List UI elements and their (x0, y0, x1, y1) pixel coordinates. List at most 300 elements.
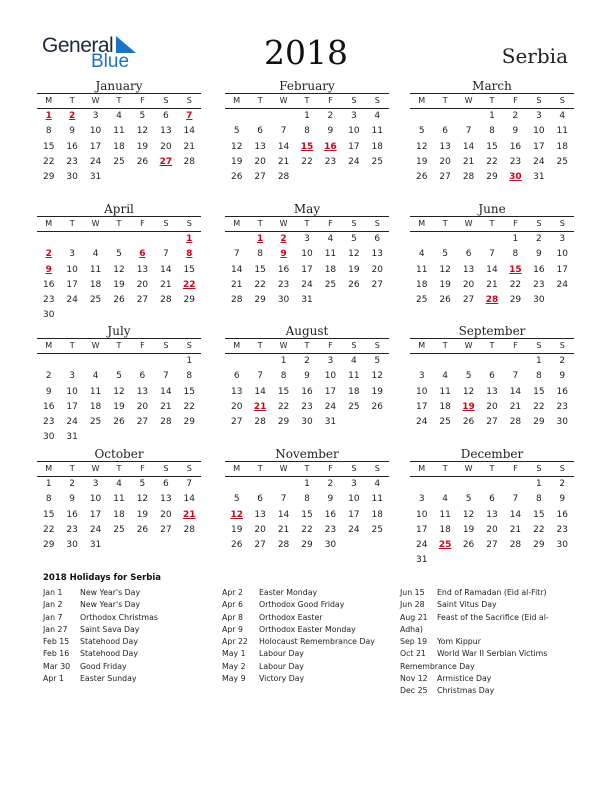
holiday-date-label: Feb 15 (43, 637, 70, 647)
day-cell: 5 (442, 249, 448, 260)
day-cell: 7 (186, 479, 193, 489)
weekday-label: T (442, 464, 448, 473)
holiday-item (222, 661, 392, 673)
day-cell: 10 (89, 494, 102, 505)
day-cell: 14 (509, 386, 522, 397)
weekday-label: M (45, 219, 53, 228)
day-cell: 1 (45, 479, 52, 489)
day-cell: 13 (160, 126, 172, 137)
day-cell: 10 (348, 494, 360, 505)
day-cell: 26 (462, 540, 475, 551)
weekday-label: F (328, 341, 333, 350)
holiday-item (222, 612, 392, 624)
day-cell: 26 (348, 279, 360, 290)
day-cell: 7 (280, 494, 287, 505)
day-cell: 31 (89, 540, 102, 551)
day-cell: 2 (45, 371, 52, 382)
empty-cell (131, 232, 154, 247)
day-cell: 10 (415, 509, 428, 520)
holiday-column (222, 587, 392, 685)
holiday-date: 16 (324, 141, 337, 152)
empty-cell (225, 232, 248, 247)
day-cell: 22 (301, 156, 313, 167)
day-cell: 16 (42, 279, 55, 290)
day-cell: 31 (89, 172, 102, 183)
day-cell: 24 (415, 540, 428, 551)
month-may (225, 202, 389, 308)
day-cell: 21 (462, 156, 475, 167)
day-cell: 3 (559, 234, 566, 244)
day-cell: 8 (186, 371, 193, 382)
weekday-label: S (163, 96, 169, 105)
day-grid (410, 232, 574, 308)
holiday-date: 22 (183, 279, 196, 290)
weekday-header (225, 338, 389, 354)
day-cell: 5 (374, 356, 381, 366)
weekday-label: F (513, 96, 518, 105)
day-cell: 1 (304, 479, 310, 489)
day-cell: 24 (66, 295, 78, 306)
day-cell: 14 (160, 386, 172, 397)
holiday-item (222, 599, 392, 611)
day-cell: 6 (442, 126, 448, 137)
empty-cell (272, 109, 295, 124)
day-grid (37, 477, 201, 553)
holiday-item (222, 587, 392, 599)
weekday-label: S (351, 464, 357, 473)
day-cell: 29 (42, 540, 55, 551)
holiday-item (400, 685, 570, 697)
day-cell: 19 (462, 524, 475, 535)
day-cell: 26 (113, 417, 125, 428)
day-cell: 25 (371, 156, 383, 167)
day-cell: 14 (183, 494, 195, 505)
day-cell: 27 (462, 295, 475, 306)
weekday-label: W (91, 96, 100, 105)
day-cell: 24 (324, 401, 337, 412)
empty-cell (410, 354, 433, 369)
day-cell: 20 (136, 279, 149, 290)
day-cell: 20 (486, 401, 498, 412)
holiday-date-label: Jan 27 (43, 624, 68, 634)
day-cell: 7 (257, 371, 263, 382)
day-cell: 12 (113, 264, 125, 275)
holiday-item (400, 587, 570, 599)
day-cell: 29 (277, 417, 290, 428)
day-cell: 18 (371, 141, 383, 152)
empty-cell (410, 477, 433, 492)
day-cell: 18 (556, 141, 568, 152)
day-cell: 6 (257, 126, 263, 137)
weekday-label: T (304, 464, 310, 473)
holiday-date: 25 (438, 540, 452, 551)
empty-cell (225, 477, 248, 492)
month-october (37, 447, 201, 553)
month-march (410, 79, 574, 185)
day-cell: 15 (254, 264, 266, 275)
day-cell: 23 (277, 279, 290, 290)
holiday-date-label: Sep 19 (400, 637, 428, 647)
month-june (410, 202, 574, 308)
day-cell: 3 (69, 249, 75, 260)
day-cell: 27 (230, 417, 243, 428)
weekday-label: S (374, 464, 380, 473)
day-cell: 17 (415, 524, 428, 535)
day-cell: 6 (139, 371, 146, 382)
weekday-label: T (489, 464, 495, 473)
weekday-label: T (116, 96, 122, 105)
day-cell: 8 (304, 494, 310, 505)
empty-cell (107, 232, 130, 247)
month-september (410, 324, 574, 430)
holiday-name: Labour Day (259, 649, 304, 659)
weekday-label: S (559, 464, 565, 473)
day-cell: 29 (254, 295, 266, 306)
day-cell: 15 (42, 141, 55, 152)
day-cell: 26 (439, 295, 451, 306)
day-cell: 12 (462, 509, 475, 520)
day-cell: 11 (371, 126, 383, 137)
country-name: Serbia (501, 44, 568, 68)
empty-cell (248, 477, 271, 492)
holiday-name: New Year's Day (80, 588, 141, 597)
day-cell: 15 (301, 509, 313, 520)
day-cell: 19 (230, 524, 243, 535)
day-cell: 29 (301, 540, 313, 551)
day-cell: 16 (277, 264, 290, 275)
day-cell: 14 (509, 509, 522, 520)
day-cell: 9 (559, 494, 566, 505)
day-cell: 3 (92, 111, 99, 121)
day-cell: 13 (136, 264, 149, 275)
empty-cell (457, 232, 480, 247)
weekday-label: W (279, 219, 288, 228)
weekday-label: M (233, 219, 241, 228)
weekday-label: T (304, 341, 310, 350)
day-cell: 3 (327, 356, 334, 366)
day-cell: 18 (113, 509, 125, 520)
day-cell: 30 (42, 310, 55, 321)
day-cell: 27 (371, 279, 383, 290)
empty-cell (272, 477, 295, 492)
day-cell: 5 (233, 126, 240, 137)
weekday-label: S (163, 219, 169, 228)
day-cell: 1 (512, 234, 519, 244)
logo-text-general: General (42, 34, 114, 57)
day-cell: 28 (254, 417, 266, 428)
empty-cell (410, 109, 433, 124)
month-name: February (279, 79, 335, 93)
day-cell: 30 (324, 540, 337, 551)
day-grid (410, 477, 574, 569)
day-cell: 24 (533, 156, 545, 167)
day-cell: 4 (374, 479, 381, 489)
weekday-label: F (513, 464, 518, 473)
day-cell: 4 (116, 111, 122, 121)
holiday-date: 27 (159, 156, 173, 167)
holiday-item (43, 648, 213, 660)
holidays-heading: 2018 Holidays for Serbia (43, 573, 162, 583)
day-cell: 26 (136, 524, 149, 535)
weekday-label: M (233, 96, 241, 105)
month-name: December (460, 447, 524, 461)
day-cell: 23 (556, 401, 568, 412)
day-cell: 23 (301, 401, 313, 412)
empty-cell (107, 354, 130, 369)
day-cell: 25 (113, 524, 125, 535)
weekday-label: T (442, 219, 448, 228)
weekday-label: W (91, 464, 100, 473)
day-cell: 15 (277, 386, 290, 397)
day-cell: 11 (89, 386, 102, 397)
day-cell: 3 (418, 371, 425, 382)
holiday-date: 1 (45, 111, 52, 121)
day-cell: 19 (348, 264, 360, 275)
day-cell: 26 (415, 172, 428, 183)
day-cell: 17 (89, 141, 102, 152)
day-cell: 17 (66, 279, 78, 290)
weekday-label: M (45, 464, 53, 473)
holiday-name: Feast of the Sacrifice (Eid al-Adha) (400, 612, 549, 634)
day-cell: 19 (136, 509, 149, 520)
holiday-date-label: Mar 30 (43, 661, 71, 671)
empty-cell (480, 477, 503, 492)
weekday-label: M (45, 96, 53, 105)
day-cell: 11 (348, 371, 360, 382)
day-cell: 28 (160, 295, 172, 306)
day-cell: 29 (183, 417, 195, 428)
day-cell: 24 (89, 524, 102, 535)
holiday-name: Good Friday (80, 661, 127, 671)
day-cell: 17 (348, 509, 360, 520)
day-cell: 16 (556, 386, 568, 397)
holiday-name: Christmas Day (437, 686, 495, 696)
month-august (225, 324, 389, 430)
weekday-label: T (69, 341, 75, 350)
month-april (37, 202, 201, 324)
holiday-date-label: Apr 9 (222, 624, 243, 634)
day-cell: 5 (139, 479, 146, 489)
holiday-name: Labour Day (259, 661, 304, 671)
weekday-label: T (69, 464, 75, 473)
day-cell: 21 (230, 279, 243, 290)
day-cell: 26 (371, 401, 383, 412)
holiday-name: Statehood Day (80, 637, 138, 647)
empty-cell (480, 232, 503, 247)
day-cell: 13 (160, 494, 172, 505)
weekday-label: T (116, 464, 122, 473)
empty-cell (84, 354, 107, 369)
day-cell: 22 (254, 279, 266, 290)
holiday-name: World War II Serbian Victims Remembrance Day (400, 649, 548, 671)
page-title-year: 2018 (264, 33, 348, 72)
holiday-item (400, 636, 570, 648)
holiday-date: 15 (509, 264, 522, 275)
day-cell: 18 (371, 509, 383, 520)
day-cell: 10 (324, 371, 337, 382)
day-cell: 20 (136, 401, 149, 412)
day-cell: 18 (348, 386, 360, 397)
empty-cell (60, 354, 83, 369)
weekday-header (225, 216, 389, 232)
holiday-date-label: Apr 1 (43, 674, 64, 684)
day-cell: 23 (324, 524, 337, 535)
holiday-date-label: Apr 6 (222, 600, 243, 610)
day-cell: 8 (535, 494, 542, 505)
holiday-name: Yom Kippur (437, 637, 481, 647)
day-cell: 28 (160, 417, 172, 428)
day-cell: 3 (92, 479, 99, 489)
holiday-item (222, 624, 392, 636)
holiday-name: Orthodox Good Friday (259, 600, 345, 610)
day-cell: 24 (301, 279, 313, 290)
weekday-label: S (559, 219, 565, 228)
day-cell: 29 (533, 417, 545, 428)
weekday-label: S (559, 96, 565, 105)
weekday-label: S (163, 341, 169, 350)
day-cell: 18 (439, 401, 451, 412)
holiday-date: 2 (69, 111, 76, 121)
weekday-label: T (257, 341, 263, 350)
day-cell: 31 (415, 555, 428, 566)
empty-cell (248, 354, 271, 369)
day-cell: 12 (113, 386, 125, 397)
empty-cell (60, 232, 83, 247)
holiday-item (43, 636, 213, 648)
day-cell: 20 (371, 264, 383, 275)
day-cell: 12 (348, 249, 360, 260)
day-cell: 12 (415, 141, 428, 152)
day-cell: 27 (486, 417, 498, 428)
day-cell: 25 (324, 279, 337, 290)
day-cell: 25 (556, 156, 568, 167)
day-cell: 20 (254, 156, 266, 167)
day-cell: 9 (304, 371, 310, 382)
day-cell: 10 (533, 126, 545, 137)
month-december (410, 447, 574, 569)
day-cell: 26 (230, 540, 243, 551)
weekday-label: M (233, 341, 241, 350)
day-cell: 27 (160, 524, 172, 535)
weekday-label: S (374, 219, 380, 228)
day-cell: 19 (230, 156, 243, 167)
day-cell: 2 (512, 111, 519, 121)
holiday-date-label: Jan 2 (43, 600, 63, 610)
day-cell: 12 (371, 371, 383, 382)
day-cell: 4 (559, 111, 566, 121)
day-cell: 24 (556, 279, 568, 290)
holiday-date-label: Feb 16 (43, 649, 70, 659)
day-cell: 10 (66, 386, 78, 397)
weekday-label: F (328, 219, 333, 228)
day-cell: 22 (509, 279, 522, 290)
day-cell: 9 (559, 371, 566, 382)
month-name: October (94, 447, 144, 461)
day-cell: 27 (439, 172, 451, 183)
empty-cell (433, 232, 456, 247)
day-cell: 4 (92, 249, 99, 260)
empty-cell (37, 354, 60, 369)
weekday-label: W (279, 464, 288, 473)
day-grid (37, 354, 201, 446)
holiday-date-label: Apr 8 (222, 612, 243, 622)
day-cell: 28 (230, 295, 243, 306)
weekday-label: F (328, 464, 333, 473)
day-cell: 4 (442, 371, 448, 382)
day-cell: 22 (301, 524, 313, 535)
day-cell: 11 (556, 126, 568, 137)
day-cell: 25 (348, 401, 360, 412)
holiday-name: End of Ramadan (Eid al-Fitr) (437, 588, 547, 597)
day-cell: 23 (42, 295, 55, 306)
day-cell: 11 (113, 494, 125, 505)
holiday-date: 7 (186, 111, 193, 121)
day-cell: 11 (439, 509, 451, 520)
holiday-item (222, 673, 392, 685)
holiday-date: 28 (485, 295, 499, 306)
weekday-label: T (116, 219, 122, 228)
empty-cell (504, 354, 527, 369)
weekday-label: T (489, 219, 495, 228)
day-cell: 14 (277, 509, 290, 520)
day-cell: 28 (462, 172, 475, 183)
day-cell: 25 (371, 524, 383, 535)
day-cell: 17 (301, 264, 313, 275)
day-cell: 13 (254, 141, 266, 152)
day-cell: 21 (509, 401, 522, 412)
day-cell: 31 (533, 172, 545, 183)
weekday-label: T (442, 341, 448, 350)
weekday-label: W (91, 341, 100, 350)
day-cell: 5 (233, 494, 240, 505)
day-cell: 21 (183, 141, 195, 152)
day-cell: 7 (489, 249, 495, 260)
day-cell: 18 (89, 279, 102, 290)
day-cell: 4 (418, 249, 425, 260)
weekday-header (37, 338, 201, 354)
day-grid (410, 354, 574, 430)
holiday-name: New Year's Day (80, 600, 141, 610)
weekday-label: F (513, 219, 518, 228)
day-cell: 13 (486, 509, 498, 520)
day-cell: 14 (462, 141, 475, 152)
day-grid (410, 109, 574, 185)
day-cell: 13 (230, 386, 243, 397)
day-cell: 5 (139, 111, 146, 121)
weekday-label: W (464, 341, 473, 350)
day-cell: 12 (230, 141, 243, 152)
weekday-label: S (163, 464, 169, 473)
day-cell: 2 (69, 479, 75, 489)
empty-cell (84, 232, 107, 247)
day-cell: 15 (183, 264, 195, 275)
day-cell: 8 (257, 249, 263, 260)
day-cell: 23 (556, 524, 568, 535)
holiday-date-label: Jun 28 (400, 600, 425, 610)
weekday-label: F (140, 341, 145, 350)
logo-text-blue: Blue (91, 51, 130, 72)
day-cell: 20 (486, 524, 498, 535)
day-cell: 26 (230, 172, 243, 183)
day-cell: 30 (556, 540, 568, 551)
weekday-label: W (464, 464, 473, 473)
empty-cell (433, 354, 456, 369)
day-cell: 1 (280, 356, 287, 366)
day-cell: 8 (512, 249, 519, 260)
holiday-name: Saint Vitus Day (437, 600, 497, 610)
day-cell: 29 (183, 295, 195, 306)
holiday-date: 2 (45, 249, 52, 260)
